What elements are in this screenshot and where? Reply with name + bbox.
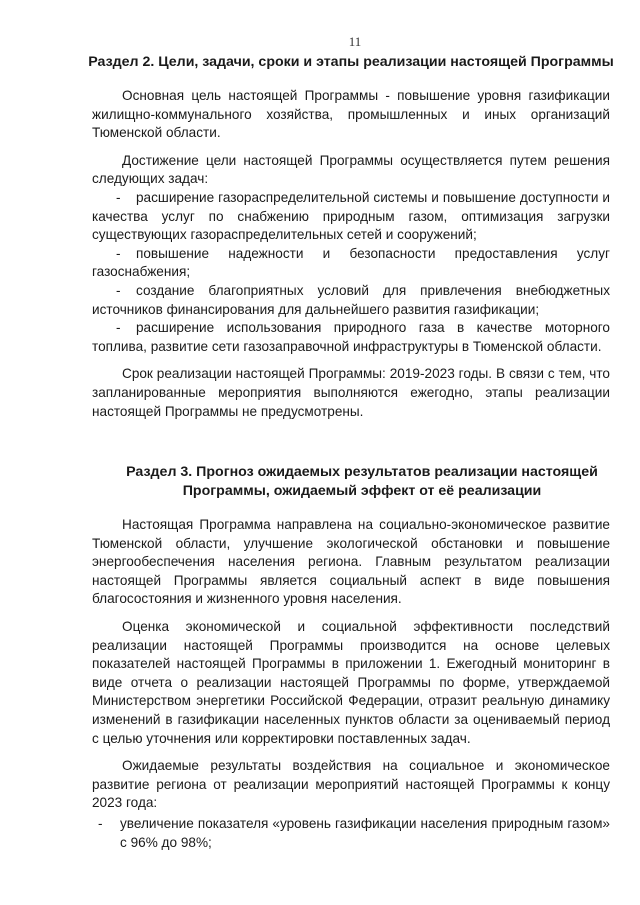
bullet-dash: -	[116, 245, 121, 261]
section-3-paragraph-1: Настоящая Программа направлена на социально-экономическое развитие Тюменской области, улучшение экологической обстановки и повышение энергообеспечения населения региона. Главным результатом реализации настоящей Программы является социальный аспект в виде повышения благосостояния и жизненного уровня населения.	[92, 517, 610, 607]
bullet-dash: -	[116, 189, 121, 205]
task-list-item: - создание благоприятных условий для привлечения внебюджетных источников финансирования для дальнейшего развития газификации;	[92, 282, 610, 317]
task-list-item: - расширение использования природного газа в качестве моторного топлива, развитие сети газозаправочной инфраструктуры в Тюменской области.	[92, 320, 610, 354]
section-2-goal-paragraph: Основная цель настоящей Программы - повышение уровня газификации жилищно-коммунального хозяйства, промышленных и иных организаций Тюменской области.	[92, 88, 610, 141]
bullet-dash: -	[98, 816, 103, 831]
document-body	[88, 53, 614, 852]
section-2-title: Раздел 2. Цели, задачи, сроки и этапы реализации настоящей Программы	[88, 54, 614, 70]
result-list-item: - увеличение показателя «уровень газификации населения природным газом» с 96% до 98%;	[98, 816, 610, 850]
bullet-dash: -	[116, 320, 121, 336]
section-2-term-paragraph: Срок реализации настоящей Программы: 2019-2023 годы. В связи с тем, что запланированные мероприятия выполняются ежегодно, этапы реализации настоящей Программы не предусмотрены.	[92, 366, 610, 419]
task-list-item: - расширение газораспределительной системы и повышение доступности и качества услуг по снабжению природным газом, оптимизация загрузки существующих газораспределительных сетей и сооружений;	[92, 189, 610, 243]
page-number: 11	[348, 34, 362, 49]
section-3-paragraph-2: Оценка экономической и социальной эффективности последствий реализации настоящей Программы производится на основе целевых показателей настоящей Программы в приложении 1. Ежегодный мониторинг в виде отчета о реализации настоящей Программы по форме, утверждаемой Министерством энергетики Российской Федерации, отразит реальную динамику изменений в газификации населенных пунктов области за оцениваемый период с целью уточнения или корректировки поставленных задач.	[92, 619, 610, 746]
section-3-title: Раздел 3. Прогноз ожидаемых результатов реализации настоящей Программы, ожидаемый эффект от её реализации	[126, 464, 598, 500]
section-3-paragraph-3: Ожидаемые результаты воздействия на социальное и экономическое развитие региона от реализации мероприятий настоящей Программы к концу 2023 года:	[92, 758, 610, 811]
bullet-dash: -	[116, 282, 121, 298]
expected-results-list	[92, 815, 610, 852]
section-2-task-list	[92, 189, 610, 356]
task-list-item: - повышение надежности и безопасности предоставления услуг газоснабжения;	[92, 245, 610, 280]
section-2-tasks-intro: Достижение цели настоящей Программы осуществляется путем решения следующих задач:	[92, 152, 610, 187]
